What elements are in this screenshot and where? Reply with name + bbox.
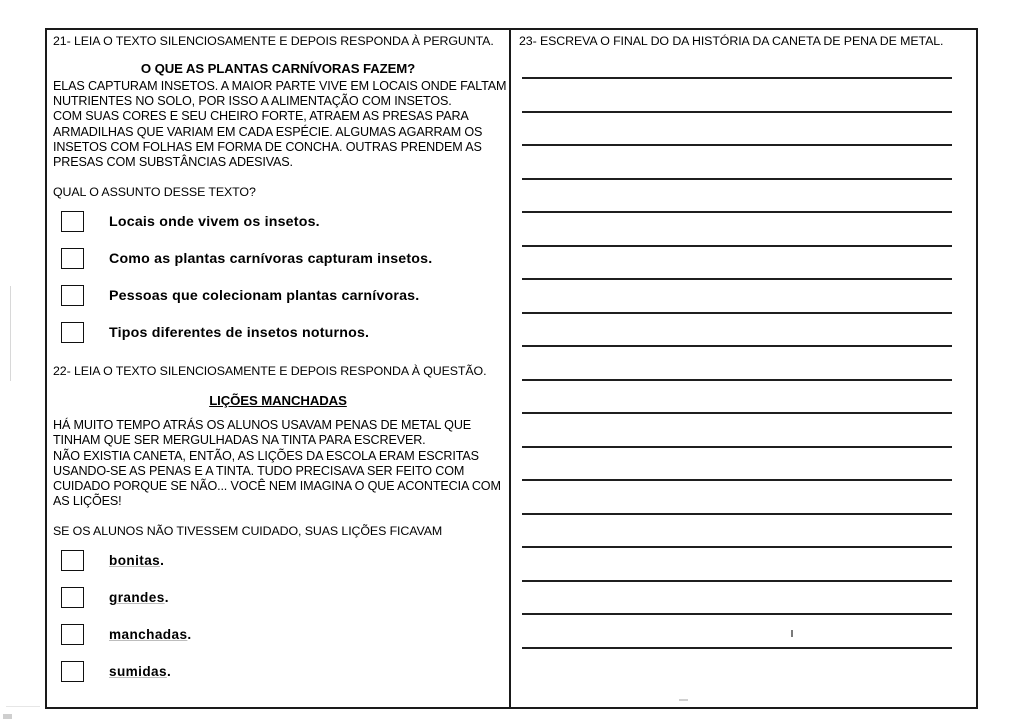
text-line: ELAS CAPTURAM INSETOS. A MAIOR PARTE VIVE EM LOCAIS ONDE FALTAM <box>53 79 507 93</box>
option-suffix: . <box>160 553 165 569</box>
question-22-heading: 22- LEIA O TEXTO SILENCIOSAMENTE E DEPOIS RESPONDA À QUESTÃO. <box>53 364 487 379</box>
option-row[interactable] <box>47 616 509 653</box>
answer-line[interactable] <box>522 278 952 280</box>
option-row[interactable] <box>47 579 509 616</box>
worksheet-frame <box>45 28 978 709</box>
option-label: Como as plantas carnívoras capturam insetos. <box>109 250 433 267</box>
question-21-options <box>47 203 509 351</box>
answer-line[interactable] <box>522 77 952 79</box>
text-line: INSETOS COM FOLHAS EM FORMA DE CONCHA. OUTRAS PRENDEM AS <box>53 139 482 154</box>
answer-line[interactable] <box>522 245 952 247</box>
question-21-text-title: O QUE AS PLANTAS CARNÍVORAS FAZEM? <box>140 61 416 76</box>
option-row[interactable] <box>47 277 509 314</box>
answer-line[interactable] <box>522 178 952 180</box>
option-label <box>109 664 171 679</box>
text-line: NÃO EXISTIA CANETA, ENTÃO, AS LIÇÕES DA ESCOLA ERAM ESCRITAS <box>53 448 479 463</box>
text-line: USANDO-SE AS PENAS E A TINTA. TUDO PRECISAVA SER FEITO COM <box>53 463 465 478</box>
text-line: CUIDADO PORQUE SE NÃO... VOCÊ NEM IMAGINA O QUE ACONTECIA COM <box>53 479 501 494</box>
answer-line[interactable] <box>522 312 952 314</box>
answer-line[interactable] <box>522 345 952 347</box>
answer-line[interactable] <box>522 379 952 381</box>
checkbox-icon[interactable] <box>61 661 84 682</box>
option-word: manchadas <box>109 627 188 643</box>
question-22-text-title: LIÇÕES MANCHADAS <box>209 393 347 409</box>
text-line: NUTRIENTES NO SOLO, POR ISSO A ALIMENTAÇÃO COM INSETOS. <box>53 94 452 109</box>
option-row[interactable] <box>47 653 509 690</box>
option-word: bonitas <box>109 553 161 569</box>
option-label <box>109 590 169 605</box>
answer-line[interactable] <box>522 144 952 146</box>
option-suffix: . <box>187 627 192 643</box>
answer-line[interactable] <box>522 513 952 515</box>
answer-line[interactable] <box>522 580 952 582</box>
scan-speck <box>791 630 793 637</box>
question-22-options <box>47 542 509 690</box>
option-row[interactable] <box>47 542 509 579</box>
checkbox-icon[interactable] <box>61 624 84 645</box>
checkbox-icon[interactable] <box>61 248 84 269</box>
option-label <box>109 553 164 568</box>
scan-artifact-left-edge <box>10 286 11 381</box>
checkbox-icon[interactable] <box>61 211 84 232</box>
answer-line[interactable] <box>522 111 952 113</box>
question-21-heading: 21- LEIA O TEXTO SILENCIOSAMENTE E DEPOIS RESPONDA À PERGUNTA. <box>53 34 494 48</box>
text-line: TINHAM QUE SER MERGULHADAS NA TINTA PARA ESCREVER. <box>53 433 426 448</box>
answer-line[interactable] <box>522 647 952 649</box>
option-label: Pessoas que colecionam plantas carnívoras. <box>109 287 420 304</box>
answer-line[interactable] <box>522 446 952 448</box>
answer-line[interactable] <box>522 412 952 414</box>
answer-line[interactable] <box>522 546 952 548</box>
option-row[interactable] <box>47 203 509 240</box>
option-suffix: . <box>166 664 172 680</box>
option-label <box>109 627 192 642</box>
checkbox-icon[interactable] <box>61 285 84 306</box>
scan-speck <box>679 699 688 701</box>
scan-artifact-bottom-left <box>3 714 12 719</box>
question-21-text-body <box>47 79 509 170</box>
question-23-heading: 23- ESCREVA O FINAL DO DA HISTÓRIA DA CANETA DE PENA DE METAL. <box>519 34 944 48</box>
checkbox-icon[interactable] <box>61 587 84 608</box>
answer-line[interactable] <box>522 211 952 213</box>
worksheet-right-column <box>511 30 976 707</box>
checkbox-icon[interactable] <box>61 550 84 571</box>
question-22-prompt: SE OS ALUNOS NÃO TIVESSEM CUIDADO, SUAS LIÇÕES FICAVAM <box>53 524 443 539</box>
option-label: Tipos diferentes de insetos noturnos. <box>109 324 370 341</box>
checkbox-icon[interactable] <box>61 322 84 343</box>
option-label: Locais onde vivem os insetos. <box>109 213 320 230</box>
option-row[interactable] <box>47 314 509 351</box>
worksheet-left-column <box>47 30 511 707</box>
answer-line[interactable] <box>522 613 952 615</box>
option-word: grandes <box>109 590 165 606</box>
answer-line[interactable] <box>522 479 952 481</box>
option-word: sumidas <box>109 664 167 680</box>
text-line: AS LIÇÕES! <box>53 494 122 509</box>
option-row[interactable] <box>47 240 509 277</box>
text-line: PRESAS COM SUBSTÂNCIAS ADESIVAS. <box>53 155 293 170</box>
text-line: HÁ MUITO TEMPO ATRÁS OS ALUNOS USAVAM PENAS DE METAL QUE <box>53 418 472 433</box>
text-line: ARMADILHAS QUE VARIAM EM CADA ESPÉCIE. ALGUMAS AGARRAM OS <box>53 124 483 139</box>
scan-artifact-bottom-edge <box>6 706 40 707</box>
question-21-prompt: QUAL O ASSUNTO DESSE TEXTO? <box>53 185 256 200</box>
option-suffix: . <box>164 590 169 606</box>
text-line: COM SUAS CORES E SEU CHEIRO FORTE, ATRAEM AS PRESAS PARA <box>53 109 469 124</box>
question-22-text-body <box>47 418 509 509</box>
